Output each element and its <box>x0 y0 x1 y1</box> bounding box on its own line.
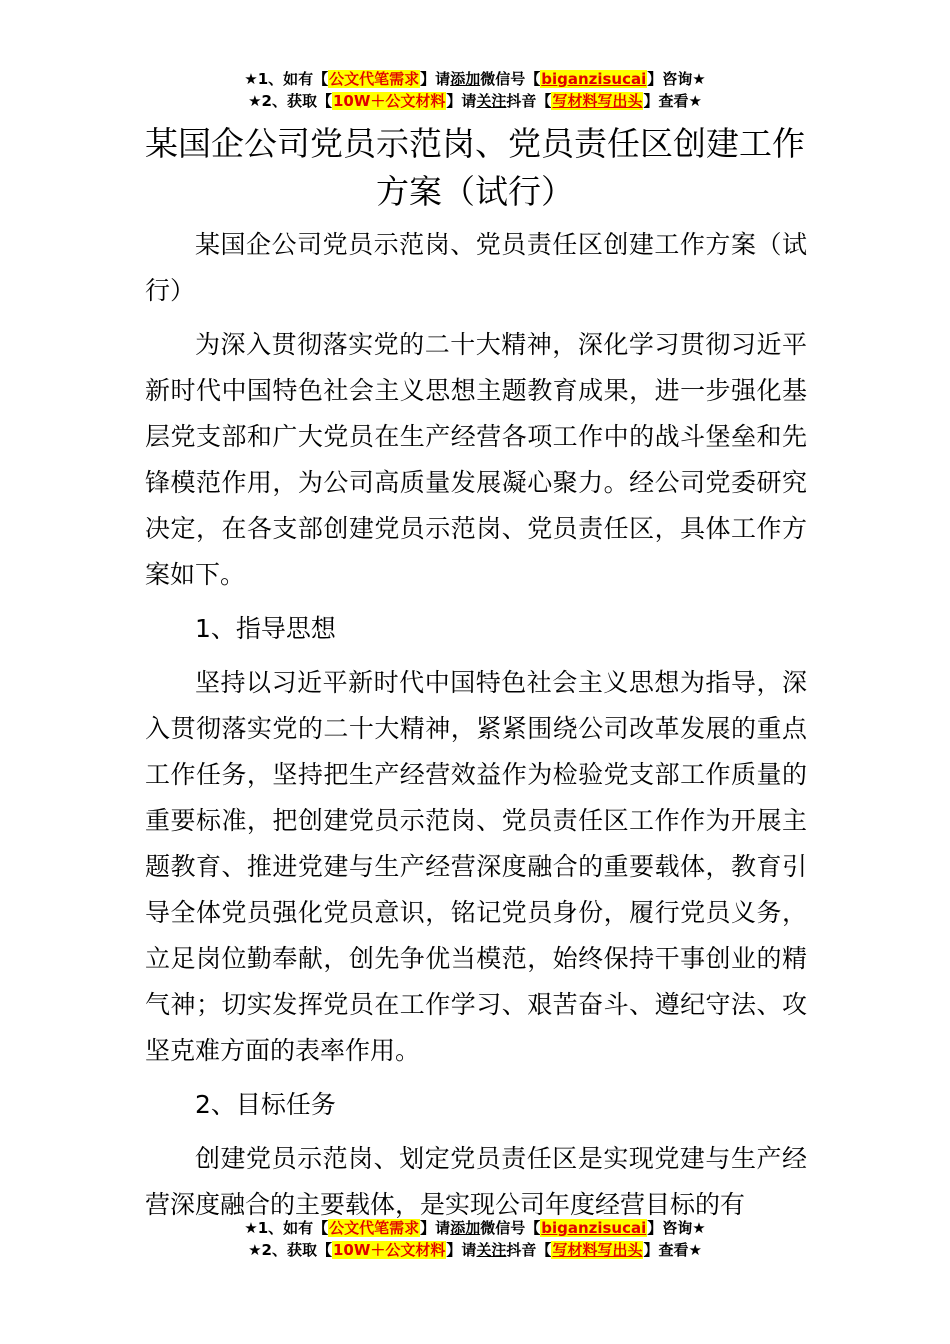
banner-text: 】咨询★ <box>647 70 706 88</box>
douyin-account: 写材料写出头 <box>552 92 643 110</box>
banner-text: 关注 <box>476 1241 507 1259</box>
banner-line-1 <box>0 1217 950 1239</box>
banner-line-2 <box>0 1239 950 1261</box>
section-heading: 2、目标任务 <box>195 1090 336 1119</box>
douyin-account: 写材料写出头 <box>552 1241 643 1259</box>
banner-text: 】咨询★ <box>647 1219 706 1237</box>
wechat-id: biganzisucai <box>541 70 647 88</box>
section-heading: 1、指导思想 <box>195 614 336 643</box>
banner-text: 添加 <box>450 70 481 88</box>
banner-text: 添加 <box>450 1219 481 1237</box>
highlight-materials: 10W＋公文材料 <box>332 92 446 110</box>
top-banner <box>0 68 950 112</box>
banner-text: 】请 <box>446 1241 477 1259</box>
banner-text: 】查看★ <box>643 1241 702 1259</box>
banner-text: 微信号【 <box>480 1219 541 1237</box>
paragraph: 某国企公司党员示范岗、党员责任区创建工作方案（试行） <box>145 230 807 305</box>
banner-text: 微信号【 <box>480 70 541 88</box>
highlight-service: 公文代笔需求 <box>329 70 420 88</box>
banner-text: 关注 <box>476 92 507 110</box>
banner-text: 抖音【 <box>506 1241 552 1259</box>
banner-text: 】请 <box>420 1219 451 1237</box>
paragraph: 为深入贯彻落实党的二十大精神，深化学习贯彻习近平新时代中国特色社会主义思想主题教育成果，进一步强化基层党支部和广大党员在生产经营各项工作中的战斗堡垒和先锋模范作用，为公司高质量发展凝心聚力。经公司党委研究决定，在各支部创建党员示范岗、党员责任区，具体工作方案如下。 <box>145 330 807 589</box>
paragraph: 创建党员示范岗、划定党员责任区是实现党建与生产经营深度融合的主要载体，是实现公司年度经营目标的有 <box>145 1144 807 1219</box>
banner-text: ★1、如有【 <box>244 1219 329 1237</box>
banner-text: ★1、如有【 <box>244 70 329 88</box>
banner-text: 】请 <box>420 70 451 88</box>
banner-text: ★2、获取【 <box>248 1241 332 1259</box>
banner-line-2 <box>0 90 950 112</box>
banner-text: ★2、获取【 <box>248 92 332 110</box>
banner-line-1 <box>0 68 950 90</box>
paragraph: 坚持以习近平新时代中国特色社会主义思想为指导，深入贯彻落实党的二十大精神，紧紧围绕公司改革发展的重点工作任务，坚持把生产经营效益作为检验党支部工作质量的重要标准，把创建党员示范岗、党员责任区工作作为开展主题教育、推进党建与生产经营深度融合的重要载体，教育引导全体党员强化党员意识，铭记党员身份，履行党员义务，立足岗位勤奉献，创先争优当模范，始终保持干事创业的精气神；切实发挥党员在工作学习、艰苦奋斗、遵纪守法、攻坚克难方面的表率作用。 <box>145 668 807 1065</box>
document-title: 某国企公司党员示范岗、党员责任区创建工作方案（试行） <box>145 124 805 211</box>
banner-text: 】查看★ <box>643 92 702 110</box>
highlight-service: 公文代笔需求 <box>329 1219 420 1237</box>
document-body <box>145 222 807 1228</box>
wechat-id: biganzisucai <box>541 1219 647 1237</box>
bottom-banner <box>0 1217 950 1261</box>
banner-text: 】请 <box>446 92 477 110</box>
banner-text: 抖音【 <box>506 92 552 110</box>
highlight-materials: 10W＋公文材料 <box>332 1241 446 1259</box>
